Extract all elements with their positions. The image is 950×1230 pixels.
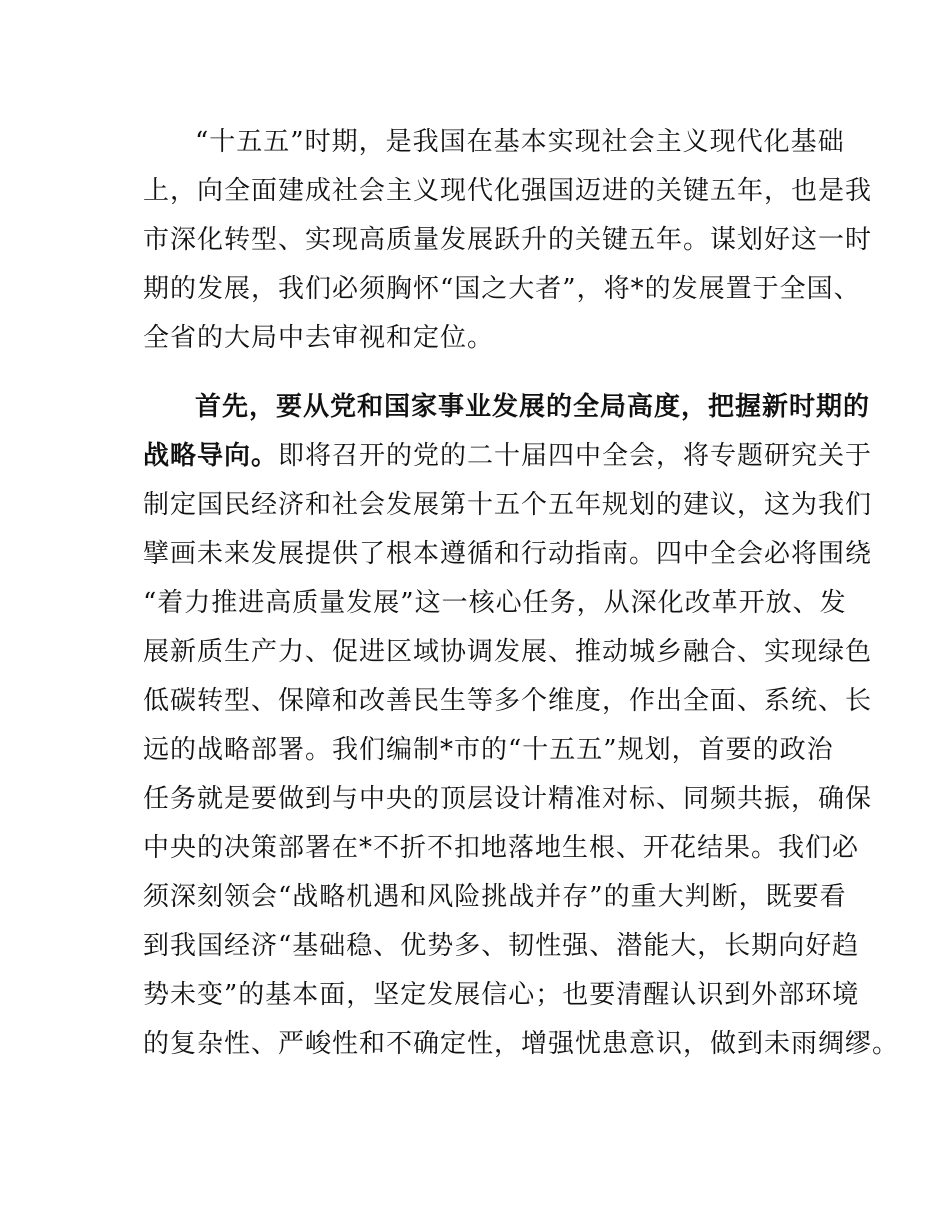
- paragraph-line: 全省的大局中去审视和定位。: [143, 323, 495, 353]
- paragraph-line: 任务就是要做到与中央的顶层设计精准对标、同频共振，确保: [143, 784, 873, 814]
- paragraph-line: 展新质生产力、促进区域协调发展、推动城乡融合、实现绿色: [143, 637, 873, 667]
- paragraph-line: 势未变”的基本面，坚定发展信心；也要清醒认识到外部环境: [143, 980, 860, 1010]
- paragraph-line: “着力推进高质量发展”这一核心任务，从深化改革开放、发: [143, 588, 847, 618]
- paragraph-line: 的复杂性、严峻性和不确定性，增强忧患意识，做到未雨绸缪。: [143, 1029, 900, 1059]
- paragraph-line: [143, 432, 873, 481]
- paragraph-line: 到我国经济“基础稳、优势多、韧性强、潜能大，长期向好趋: [143, 931, 860, 961]
- paragraph-line: 低碳转型、保障和改善民生等多个维度，作出全面、系统、长: [143, 686, 873, 716]
- paragraph-line: 期的发展，我们必须胸怀“国之大者”，将*的发展置于全国、: [143, 274, 861, 304]
- paragraph-line: 市深化转型、实现高质量发展跃升的关键五年。谋划好这一时: [143, 225, 873, 255]
- paragraph-line: 制定国民经济和社会发展第十五个五年规划的建议，这为我们: [143, 490, 873, 520]
- paragraph-heading-line: 首先，要从党和国家事业发展的全局高度，把握新时期的: [195, 392, 871, 422]
- paragraph-line-text: 即将召开的党的二十届四中全会，将专题研究关于: [278, 441, 873, 471]
- paragraph-line: “十五五”时期，是我国在基本实现社会主义现代化基础: [195, 127, 845, 157]
- paragraph-line: 中央的决策部署在*不折不扣地落地生根、开花结果。我们必: [143, 833, 860, 863]
- document-body: [143, 118, 900, 1069]
- paragraph-heading-end: 战略导向。: [143, 441, 279, 471]
- paragraph-1: [143, 118, 873, 363]
- paragraph-spacing: [143, 363, 833, 383]
- paragraph-line: 须深刻领会“战略机遇和风险挑战并存”的重大判断，既要看: [143, 882, 847, 912]
- paragraph-line: 擘画未来发展提供了根本遵循和行动指南。四中全会必将围绕: [143, 539, 873, 569]
- paragraph-line: 远的战略部署。我们编制*市的“十五五”规划，首要的政治: [143, 735, 834, 765]
- paragraph-line: 上，向全面建成社会主义现代化强国迈进的关键五年，也是我: [143, 176, 873, 206]
- paragraph-2: [143, 383, 900, 1069]
